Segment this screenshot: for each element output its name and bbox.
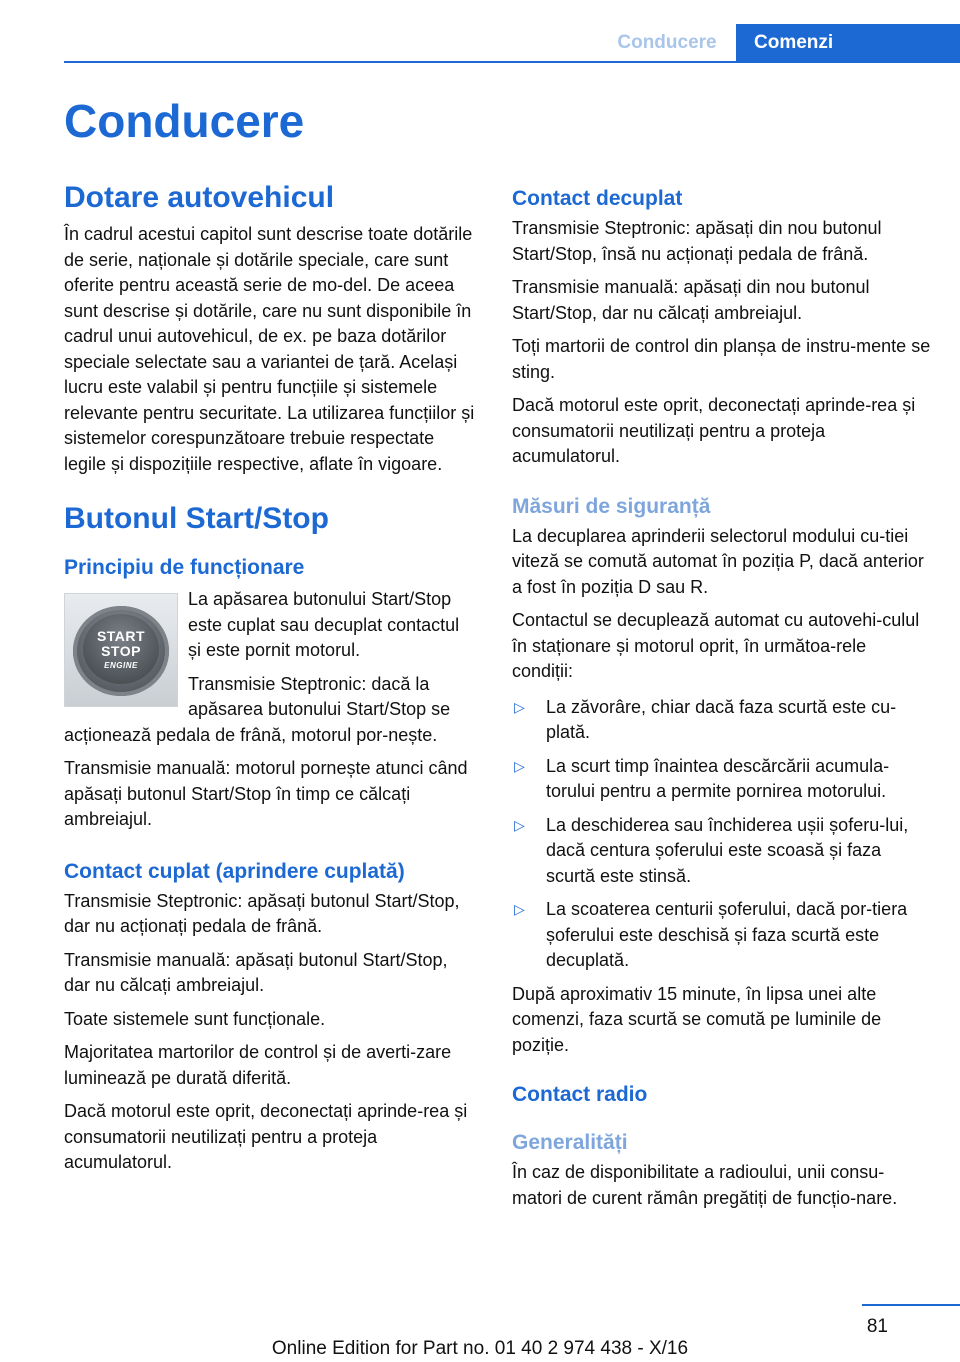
bullet-triangle-icon: ▷: [514, 816, 525, 833]
bullet-triangle-icon: ▷: [514, 901, 525, 917]
cc-p5: Dacă motorul este oprit, deconectați aprinde‐rea și consumatorii neutilizați pentru a proteja acumulatorul.: [64, 1101, 468, 1172]
ms-p2: Contactul se decuplează automat cu autovehi‐culul în staționare și motorul oprit, în următoa‐rele condiții:: [512, 610, 920, 681]
start-stop-button-icon: [64, 593, 178, 707]
heading-principiu-functionare: Principiu de funcționare: [64, 556, 305, 579]
heading-butonul-start-stop: Butonul Start/Stop: [64, 502, 329, 535]
page-title: Conducere: [64, 95, 305, 147]
heading-dotare-autovehicul: Dotare autovehicul: [64, 181, 335, 214]
cc-p2: Transmisie manuală: apăsați butonul Start/Stop, dar nu călcați ambreiajul.: [64, 949, 448, 995]
edition-line: [0, 1338, 960, 1360]
bullet-triangle-icon: ▷: [514, 757, 525, 774]
footer-rule: [862, 1304, 960, 1306]
cc-p1: Transmisie Steptronic: apăsați butonul Start/Stop, dar nu acționați pedala de frână.: [64, 890, 460, 936]
heading-contact-radio: Contact radio: [512, 1083, 648, 1106]
bullet-triangle-icon: ▷: [514, 698, 525, 715]
header-rule: [64, 61, 960, 63]
tab-comenzi[interactable]: Comenzi: [736, 24, 960, 61]
list-item: ▷ La scoaterea centurii șoferului, dacă por‐tiera șoferului este deschisă și faza scurtă este decuplată.: [514, 899, 908, 970]
heading-masuri-siguranta: Măsuri de siguranță: [512, 494, 711, 518]
page-number: 81: [866, 1316, 888, 1337]
button-label-start: START: [96, 627, 146, 644]
cd-p1: Transmisie Steptronic: apăsați din nou butonul Start/Stop, însă nu acționați pedala de frână.: [512, 218, 882, 264]
cd-p2: Transmisie manuală: apăsați din nou butonul Start/Stop, dar nu călcați ambreiajul.: [512, 277, 870, 323]
principiu-p2: Transmisie Steptronic: dacă la apăsarea butonului Start/Stop se acționează pedala de frână, motorul por‐nește.: [64, 673, 451, 745]
tab-conducere[interactable]: Conducere: [617, 32, 717, 53]
heading-contact-decuplat: Contact decuplat: [512, 187, 683, 210]
edition-text: Online Edition for Part no. 01 40 2 974 438 - X/16: [271, 1338, 689, 1359]
ms-p1: La decuplarea aprinderii selectorul modului cu‐tiei viteză se comută automat în poziția P, dacă anterior a fost în poziția D sau R.: [512, 525, 924, 597]
cd-p3: Toți martorii de control din planșa de instru‐mente se sting.: [512, 336, 931, 382]
list-item: ▷ La scurt timp înaintea descărcării acumula‐torului pentru a permite pornirea motorului.: [514, 755, 890, 801]
cd-p4: Dacă motorul este oprit, deconectați aprinde‐rea și consumatorii neutilizați pentru a proteja acumulatorul.: [512, 395, 916, 466]
heading-contact-cuplat: Contact cuplat (aprindere cuplată): [64, 859, 405, 883]
conditions-list: [512, 695, 932, 974]
list-item: ▷ La deschiderea sau închiderea ușii șoferu‐lui, dacă centura șoferului este scoasă și faza scurtă este stinsă.: [514, 814, 909, 886]
principiu-p3: Transmisie manuală: motorul pornește atunci când apăsați butonul Start/Stop în timp ce călcați ambreiajul.: [64, 758, 468, 829]
button-label-engine: ENGINE: [104, 660, 138, 670]
right-column: [512, 184, 932, 1219]
heading-generalitati: Generalități: [512, 1131, 628, 1154]
left-column: [64, 180, 476, 1184]
cc-p4: Majoritatea martorilor de control și de averti‐zare luminează pe durată diferită.: [64, 1042, 452, 1088]
cc-p3: Toate sistemele sunt funcționale.: [64, 1008, 326, 1029]
button-label-stop: STOP: [101, 642, 141, 659]
principiu-p1: La apăsarea butonului Start/Stop este cuplat sau decuplat contactul și este pornit motorul.: [188, 589, 460, 660]
ms-p3: După aproximativ 15 minute, în lipsa unei alte comenzi, faza scurtă se comută pe luminile de poziție.: [512, 983, 882, 1055]
gen-p1: În caz de disponibilitate a radioului, unii consu‐matori de curent rămân pregătiți de funcțio‐nare.: [512, 1162, 898, 1208]
list-item: ▷ La zăvorâre, chiar dacă faza scurtă este cu‐plată.: [514, 696, 897, 742]
dotare-text: În cadrul acestui capitol sunt descrise toate dotările de serie, naționale și dotările speciale, care sunt oferite pentru această serie de mo‐del. De aceea sunt descrise și dotările, care nu sunt disponibile în cadrul unui autovehicul, de ex. pe baza dotărilor speciale selectate sau a variantei de țară. Același lucru este valabil și pentru funcțiile și sistemele relevante pentru securitate. La utilizarea funcțiilor și sistemelor corespunzătoare trebuie respectate legile și dispozițiile respective, aflate în vigoare.: [64, 224, 475, 474]
